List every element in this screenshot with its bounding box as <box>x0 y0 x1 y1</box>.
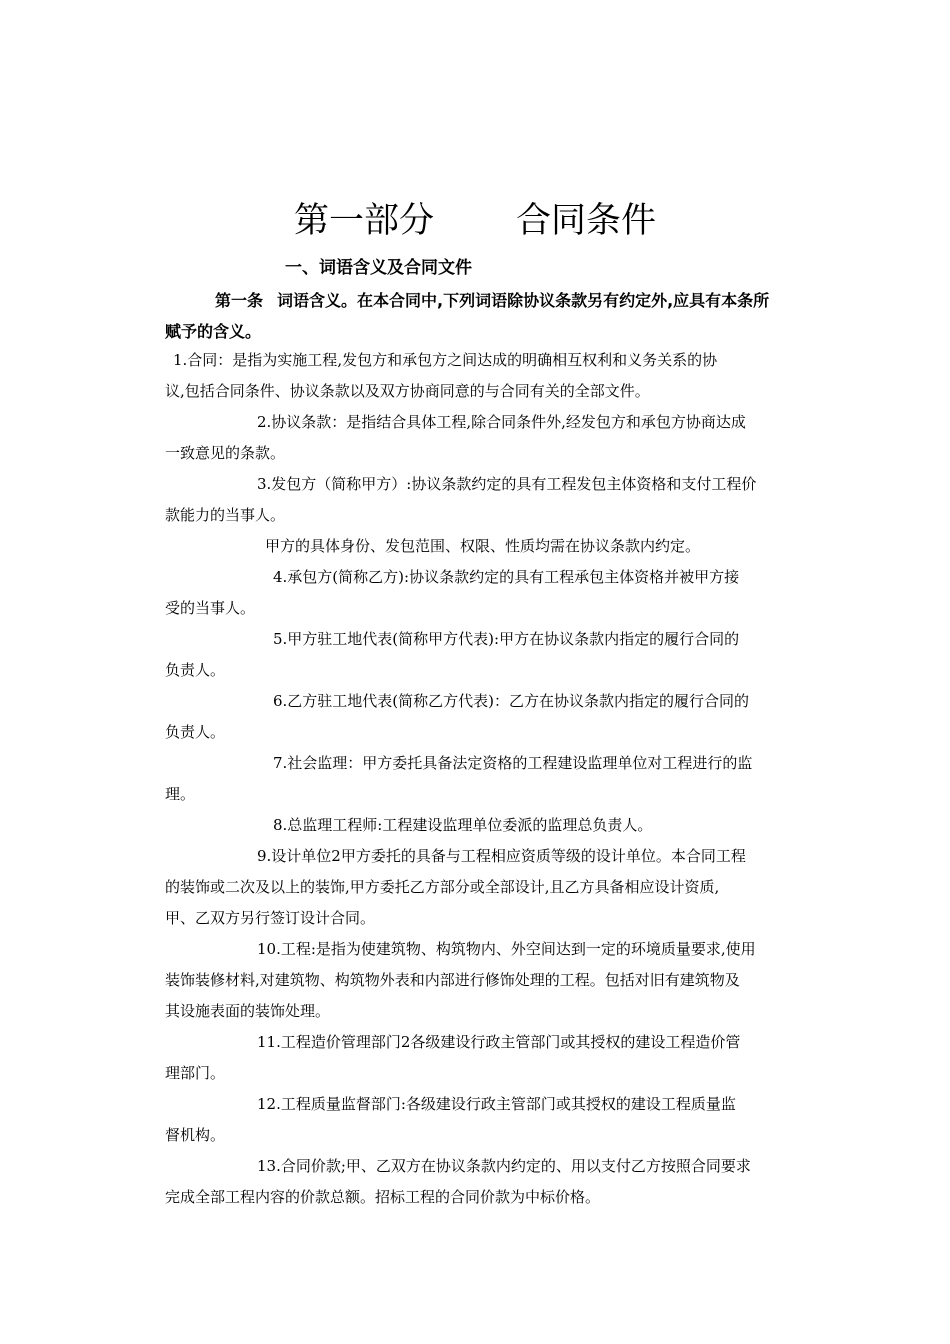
article-one <box>165 285 805 347</box>
definition-item-9 <box>165 841 805 934</box>
article-one-label: 第一条 <box>215 291 264 310</box>
part-title <box>0 196 950 246</box>
definition-item-8 <box>165 810 805 841</box>
part-title-number: 第一部分 <box>293 201 434 241</box>
definition-item-10 <box>165 934 805 1027</box>
section-heading: 一、词语含义及合同文件 <box>285 258 472 278</box>
definition-item-12 <box>165 1089 805 1151</box>
definition-line: 督机构。 <box>165 1126 226 1144</box>
definition-line: 6.乙方驻工地代表(简称乙方代表)：乙方在协议条款内指定的履行合同的 <box>273 692 750 710</box>
definition-line: 甲、乙双方另行签订设计合同。 <box>165 909 376 927</box>
definition-line: 2.协议条款：是指结合具体工程,除合同条件外,经发包方和承包方协商达成 <box>257 413 746 431</box>
definition-line: 负责人。 <box>165 723 226 741</box>
definition-line: 受的当事人。 <box>165 599 256 617</box>
article-one-line-2: 赋予的含义。 <box>165 322 262 341</box>
definition-line: 款能力的当事人。 <box>165 506 286 524</box>
article-one-line-1 <box>165 285 805 316</box>
definition-item-7 <box>165 748 805 810</box>
definition-line: 理部门。 <box>165 1064 226 1082</box>
definition-line: 9.设计单位2甲方委托的具备与工程相应资质等级的设计单位。本合同工程 <box>257 847 746 865</box>
definition-line: 12.工程质量监督部门:各级建设行政主管部门或其授权的建设工程质量监 <box>257 1095 736 1113</box>
definition-line: 5.甲方驻工地代表(简称甲方代表):甲方在协议条款内指定的履行合同的 <box>273 630 740 648</box>
definition-line: 议,包括合同条件、协议条款以及双方协商同意的与合同有关的全部文件。 <box>165 382 650 400</box>
definition-line: 8.总监理工程师:工程建设监理单位委派的监理总负责人。 <box>273 816 653 834</box>
definition-line: 一致意见的条款。 <box>165 444 286 462</box>
definition-item-3-note <box>165 531 805 562</box>
definition-item-2 <box>165 407 805 469</box>
definition-line: 1.合同：是指为实施工程,发包方和承包方之间达成的明确相互权利和义务关系的协 <box>173 351 718 369</box>
definition-line: 装饰装修材料,对建筑物、构筑物外表和内部进行修饰处理的工程。包括对旧有建筑物及 <box>165 971 740 989</box>
part-title-name: 合同条件 <box>516 201 657 241</box>
article-one-text: 词语含义。在本合同中,下列词语除协议条款另有约定外,应具有本条所 <box>277 291 770 310</box>
definition-item-4 <box>165 562 805 624</box>
definition-line: 甲方的具体身份、发包范围、权限、性质均需在协议条款内约定。 <box>265 537 701 555</box>
definition-item-6 <box>165 686 805 748</box>
definition-line: 11.工程造价管理部门2各级建设行政主管部门或其授权的建设工程造价管 <box>257 1033 741 1051</box>
definition-item-1 <box>165 345 805 407</box>
definition-line: 负责人。 <box>165 661 226 679</box>
definition-line: 10.工程:是指为使建筑物、构筑物内、外空间达到一定的环境质量要求,使用 <box>257 940 756 958</box>
definition-line: 4.承包方(简称乙方):协议条款约定的具有工程承包主体资格并被甲方接 <box>273 568 740 586</box>
definition-line: 其设施表面的装饰处理。 <box>165 1002 331 1020</box>
definition-item-11 <box>165 1027 805 1089</box>
definition-line: 的装饰或二次及以上的装饰,甲方委托乙方部分或全部设计,且乙方具备相应设计资质, <box>165 878 720 896</box>
definition-line: 完成全部工程内容的价款总额。招标工程的合同价款为中标价格。 <box>165 1188 601 1206</box>
definition-item-13 <box>165 1151 805 1213</box>
definition-line: 13.合同价款;甲、乙双方在协议条款内约定的、用以支付乙方按照合同要求 <box>257 1157 751 1175</box>
definition-item-3 <box>165 469 805 531</box>
definition-line: 3.发包方（简称甲方）:协议条款约定的具有工程发包主体资格和支付工程价 <box>257 475 757 493</box>
definition-item-5 <box>165 624 805 686</box>
definition-line: 7.社会监理：甲方委托具备法定资格的工程建设监理单位对工程进行的监 <box>273 754 753 772</box>
definition-line: 理。 <box>165 785 196 803</box>
